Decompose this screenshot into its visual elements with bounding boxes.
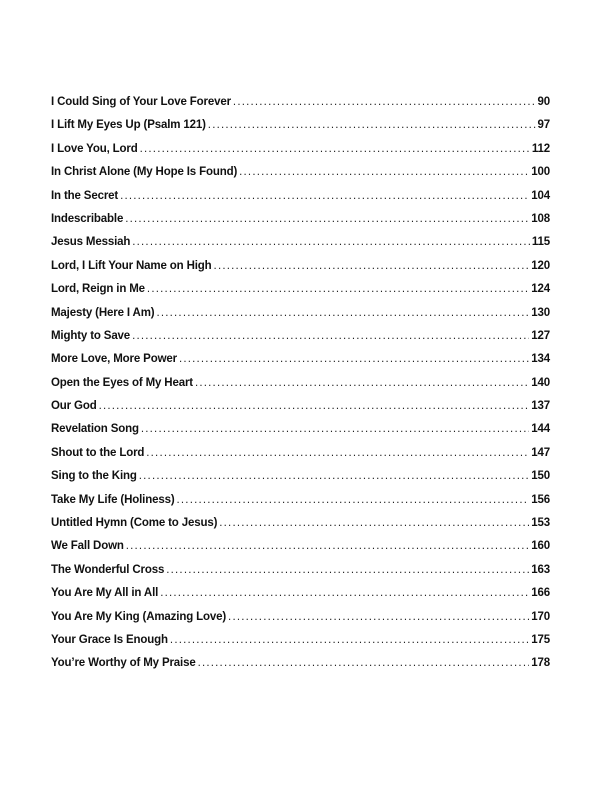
toc-entry-page: 124 bbox=[531, 283, 550, 296]
toc-entry-page: 175 bbox=[531, 633, 550, 646]
toc-entry-title: Your Grace Is Enough bbox=[51, 633, 168, 646]
toc-entry-page: 108 bbox=[531, 212, 550, 225]
toc-entry bbox=[51, 307, 550, 330]
toc-entry bbox=[51, 564, 550, 587]
toc-entry-page: 137 bbox=[531, 400, 550, 413]
toc-entry bbox=[51, 517, 550, 540]
toc-entry-title: Indescribable bbox=[51, 212, 124, 225]
toc-entry-page: 147 bbox=[531, 446, 550, 459]
table-of-contents bbox=[51, 96, 550, 681]
toc-entry-page: 163 bbox=[531, 563, 550, 576]
dot-leader bbox=[170, 634, 529, 646]
toc-entry bbox=[51, 236, 550, 259]
dot-leader bbox=[126, 540, 530, 552]
dot-leader bbox=[219, 517, 529, 529]
toc-entry-title: You Are My All in All bbox=[51, 587, 159, 600]
toc-entry-title: Lord, Reign in Me bbox=[51, 283, 145, 296]
toc-entry bbox=[51, 190, 550, 213]
dot-leader bbox=[132, 236, 530, 248]
toc-entry-page: 115 bbox=[531, 236, 550, 249]
toc-entry bbox=[51, 400, 550, 423]
dot-leader bbox=[141, 423, 529, 435]
toc-entry-page: 120 bbox=[531, 259, 550, 272]
toc-entry bbox=[51, 657, 550, 680]
dot-leader bbox=[177, 494, 530, 506]
toc-entry-title: I Lift My Eyes Up (Psalm 121) bbox=[51, 119, 206, 132]
dot-leader bbox=[233, 96, 536, 108]
toc-entry bbox=[51, 470, 550, 493]
toc-entry bbox=[51, 447, 550, 470]
toc-entry-title: Take My Life (Holiness) bbox=[51, 493, 175, 506]
dot-leader bbox=[146, 447, 529, 459]
dot-leader bbox=[156, 307, 529, 319]
dot-leader bbox=[132, 330, 529, 342]
toc-entry bbox=[51, 611, 550, 634]
toc-entry-page: 90 bbox=[537, 96, 550, 108]
toc-entry-page: 127 bbox=[531, 329, 550, 342]
toc-entry-title: Jesus Messiah bbox=[51, 236, 131, 249]
dot-leader bbox=[239, 166, 529, 178]
dot-leader bbox=[228, 611, 529, 623]
toc-entry bbox=[51, 283, 550, 306]
toc-entry-title: Untitled Hymn (Come to Jesus) bbox=[51, 517, 218, 530]
toc-entry-page: 156 bbox=[531, 493, 550, 506]
toc-entry-title: You’re Worthy of My Praise bbox=[51, 657, 196, 670]
dot-leader bbox=[99, 400, 530, 412]
toc-entry-page: 153 bbox=[531, 517, 550, 530]
dot-leader bbox=[195, 377, 529, 389]
toc-entry bbox=[51, 96, 550, 119]
toc-entry bbox=[51, 540, 550, 563]
toc-entry-title: You Are My King (Amazing Love) bbox=[51, 610, 227, 623]
toc-entry-title: Our God bbox=[51, 400, 97, 413]
dot-leader bbox=[208, 119, 536, 131]
toc-entry-title: Open the Eyes of My Heart bbox=[51, 376, 193, 389]
toc-entry bbox=[51, 353, 550, 376]
toc-entry-page: 104 bbox=[531, 189, 550, 202]
dot-leader bbox=[179, 353, 529, 365]
toc-entry-page: 100 bbox=[531, 166, 550, 179]
toc-entry-title: Lord, I Lift Your Name on High bbox=[51, 259, 212, 272]
toc-entry-page: 178 bbox=[531, 657, 550, 670]
toc-entry-page: 170 bbox=[531, 610, 550, 623]
toc-entry-page: 166 bbox=[531, 587, 550, 600]
toc-entry-page: 112 bbox=[531, 142, 550, 155]
toc-entry-page: 130 bbox=[531, 306, 550, 319]
toc-entry bbox=[51, 423, 550, 446]
dot-leader bbox=[125, 213, 529, 225]
toc-entry bbox=[51, 166, 550, 189]
dot-leader bbox=[160, 587, 529, 599]
dot-leader bbox=[198, 657, 530, 669]
toc-entry-page: 140 bbox=[531, 376, 550, 389]
toc-entry-page: 160 bbox=[531, 540, 550, 553]
toc-entry-title: We Fall Down bbox=[51, 540, 124, 553]
toc-entry-page: 97 bbox=[537, 119, 550, 132]
toc-entry-title: More Love, More Power bbox=[51, 353, 177, 366]
dot-leader bbox=[147, 283, 529, 295]
dot-leader bbox=[120, 190, 529, 202]
toc-entry-title: In Christ Alone (My Hope Is Found) bbox=[51, 166, 238, 179]
toc-entry bbox=[51, 634, 550, 657]
toc-entry-title: Mighty to Save bbox=[51, 329, 131, 342]
toc-entry bbox=[51, 494, 550, 517]
toc-entry-title: Shout to the Lord bbox=[51, 446, 145, 459]
toc-entry-title: In the Secret bbox=[51, 189, 119, 202]
toc-entry bbox=[51, 143, 550, 166]
toc-entry-title: Revelation Song bbox=[51, 423, 139, 436]
dot-leader bbox=[166, 564, 529, 576]
toc-entry bbox=[51, 213, 550, 236]
toc-entry-title: I Love You, Lord bbox=[51, 142, 138, 155]
toc-entry-title: I Could Sing of Your Love Forever bbox=[51, 96, 231, 108]
toc-entry-title: Sing to the King bbox=[51, 470, 137, 483]
dot-leader bbox=[139, 470, 529, 482]
toc-entry bbox=[51, 260, 550, 283]
toc-entry bbox=[51, 377, 550, 400]
toc-entry-page: 150 bbox=[531, 470, 550, 483]
toc-entry-page: 144 bbox=[531, 423, 550, 436]
dot-leader bbox=[214, 260, 530, 272]
dot-leader bbox=[140, 143, 530, 155]
toc-entry-title: Majesty (Here I Am) bbox=[51, 306, 155, 319]
toc-entry bbox=[51, 587, 550, 610]
toc-entry-title: The Wonderful Cross bbox=[51, 563, 165, 576]
toc-entry-page: 134 bbox=[531, 353, 550, 366]
toc-entry bbox=[51, 330, 550, 353]
toc-entry bbox=[51, 119, 550, 142]
